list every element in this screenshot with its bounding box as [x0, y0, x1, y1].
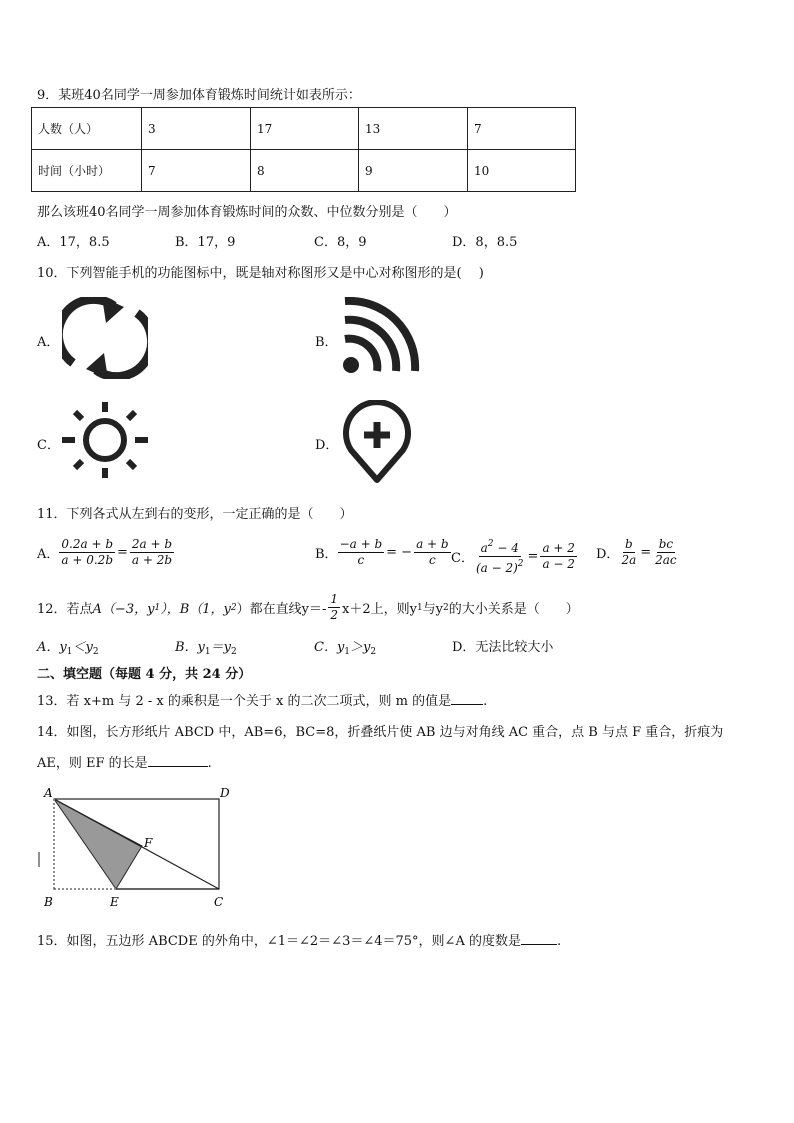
text: ）都在直线y＝- [236, 602, 327, 617]
option-label: B． [315, 547, 338, 562]
location-plus-icon [341, 400, 413, 484]
fraction [338, 537, 385, 568]
subscript: 2 [230, 602, 237, 613]
q11-option-a [37, 537, 174, 568]
text: B．y [175, 640, 205, 655]
subscript: 2 [231, 647, 237, 657]
q15-text [37, 930, 561, 949]
text: ＝y [210, 640, 231, 655]
table-cell: 17 [251, 108, 359, 150]
q9-table [31, 107, 576, 192]
numerator: bc [658, 537, 674, 551]
table-cell: 3 [142, 108, 251, 150]
denominator: a + 2b [131, 553, 173, 567]
q13-text [37, 690, 487, 709]
numerator [479, 537, 521, 557]
point-b: ），B（1，y [160, 602, 231, 617]
q9-option-a: A．17，8.5 [37, 235, 110, 250]
q10-label-d: D． [315, 438, 339, 453]
q10-label-c: C． [37, 438, 60, 453]
numerator: b [624, 537, 633, 551]
option-label: A． [37, 547, 60, 562]
numerator: 0.2a + b [61, 537, 113, 551]
fraction [474, 537, 526, 576]
numerator: a + b [416, 537, 449, 551]
text: . [207, 756, 212, 771]
subscript: 1 [344, 647, 351, 657]
text: ＞y [350, 640, 371, 655]
denominator: 2 [330, 608, 338, 622]
text: ＜y [72, 640, 93, 655]
table-cell: 时间（小时） [32, 150, 142, 192]
q12-option-a [37, 636, 99, 657]
denominator: c [428, 553, 436, 567]
table-cell: 7 [142, 150, 251, 192]
equals: = − [386, 545, 413, 560]
term: − 4 [493, 541, 519, 555]
table-cell: 10 [468, 150, 576, 192]
refresh-icon [62, 297, 148, 379]
section-heading: 二、填空题（每题 4 分，共 24 分） [37, 667, 252, 682]
q11-stem: 11．下列各式从左到右的变形，一定正确的是（ ） [37, 507, 353, 522]
option-label: D． [596, 547, 620, 562]
equals: = [527, 549, 539, 564]
q12-option-b [175, 636, 237, 657]
text: C．y [314, 640, 345, 655]
q12-stem [37, 592, 579, 623]
subscript: 1 [416, 602, 423, 613]
text: 13．若 x+m 与 2 - x 的乘积是一个关于 x 的二次二项式，则 m 的值是 [37, 694, 452, 709]
answer-blank [148, 766, 208, 767]
denominator: 2ac [655, 553, 677, 567]
text: 的大小关系是（ ） [448, 602, 579, 617]
subscript: 1 [204, 647, 211, 657]
denominator: a + 0.2b [61, 553, 113, 567]
exponent: 2 [487, 539, 494, 549]
fraction [619, 537, 638, 568]
q11-option-d [596, 537, 679, 568]
text: . [556, 934, 562, 949]
denominator: 2a [621, 553, 637, 567]
wifi-signal-icon [341, 297, 421, 375]
numerator: a + 2 [542, 541, 575, 555]
label-b: B [44, 895, 53, 909]
q10-stem: 10．下列智能手机的功能图标中，既是轴对称图形又是中心对称图形的是( ) [37, 266, 484, 281]
q12-option-d: D．无法比较大小 [452, 640, 554, 655]
label-e: E [110, 895, 119, 909]
subscript: 2 [92, 647, 99, 657]
table-row [32, 108, 576, 150]
q9-option-c: C．8，9 [314, 235, 367, 250]
fraction [540, 541, 576, 572]
fraction [328, 592, 340, 623]
text: 与y [422, 602, 444, 617]
text: x＋2上，则y [341, 602, 417, 617]
q9-option-d: D．8，8.5 [452, 235, 518, 250]
label-f: F [144, 836, 153, 850]
q14-line2 [37, 752, 212, 771]
base: (a − 2) [475, 561, 518, 575]
equals: = [117, 545, 128, 560]
table-cell: 8 [251, 150, 359, 192]
table-row [32, 150, 576, 192]
table-cell: 人数（人） [32, 108, 142, 150]
label-d: D [220, 786, 230, 800]
text: 12．若点 [37, 602, 93, 617]
equals: = [640, 545, 652, 560]
point-a: A（−3，y [92, 602, 155, 617]
text: A．y [37, 640, 67, 655]
subscript: 1 [66, 647, 73, 657]
exponent: 2 [517, 559, 524, 569]
base: a [480, 541, 488, 555]
q9-stem: 9．某班40名同学一周参加体育锻炼时间统计如表所示： [37, 88, 361, 103]
sun-icon [60, 400, 150, 480]
q10-label-a: A． [37, 335, 60, 350]
fraction [59, 537, 115, 568]
subscript: 2 [443, 602, 449, 613]
fraction [130, 537, 174, 568]
text: 15．如图，五边形 ABCDE 的外角中，∠1＝∠2＝∠3＝∠4＝75°，则∠A 的度数是 [37, 934, 521, 949]
label-a: A [44, 786, 53, 800]
q9-option-b: B．17，9 [175, 235, 236, 250]
denominator: a − 2 [542, 557, 575, 571]
numerator: −a + b [339, 537, 383, 551]
q14-figure [28, 782, 238, 912]
text: . [483, 694, 488, 709]
answer-blank [521, 944, 557, 945]
denominator: c [357, 553, 365, 567]
label-c: C [214, 895, 224, 909]
table-cell: 13 [359, 108, 468, 150]
q14-line1: 14．如图，长方形纸片 ABCD 中，AB=6，BC=8，折叠纸片使 AB 边与对角线 AC 重合，点 B 与点 F 重合，折痕为 [37, 725, 724, 740]
q10-label-b: B． [315, 335, 338, 350]
subscript: 1 [154, 602, 161, 613]
fraction [653, 537, 679, 568]
numerator: 1 [330, 592, 338, 606]
numerator: 2a + b [131, 537, 173, 551]
q11-option-c [451, 537, 577, 576]
table-cell: 7 [468, 108, 576, 150]
q12-option-c [314, 636, 376, 657]
denominator [474, 557, 526, 576]
text: AE，则 EF 的长是 [37, 756, 148, 771]
fraction [414, 537, 451, 568]
table-cell: 9 [359, 150, 468, 192]
option-label: C． [451, 551, 474, 566]
subscript: 2 [370, 647, 377, 657]
q11-option-b [315, 537, 451, 568]
answer-blank [451, 704, 483, 705]
q9-question: 那么该班40名同学一周参加体育锻炼时间的众数、中位数分别是（ ） [37, 205, 457, 220]
